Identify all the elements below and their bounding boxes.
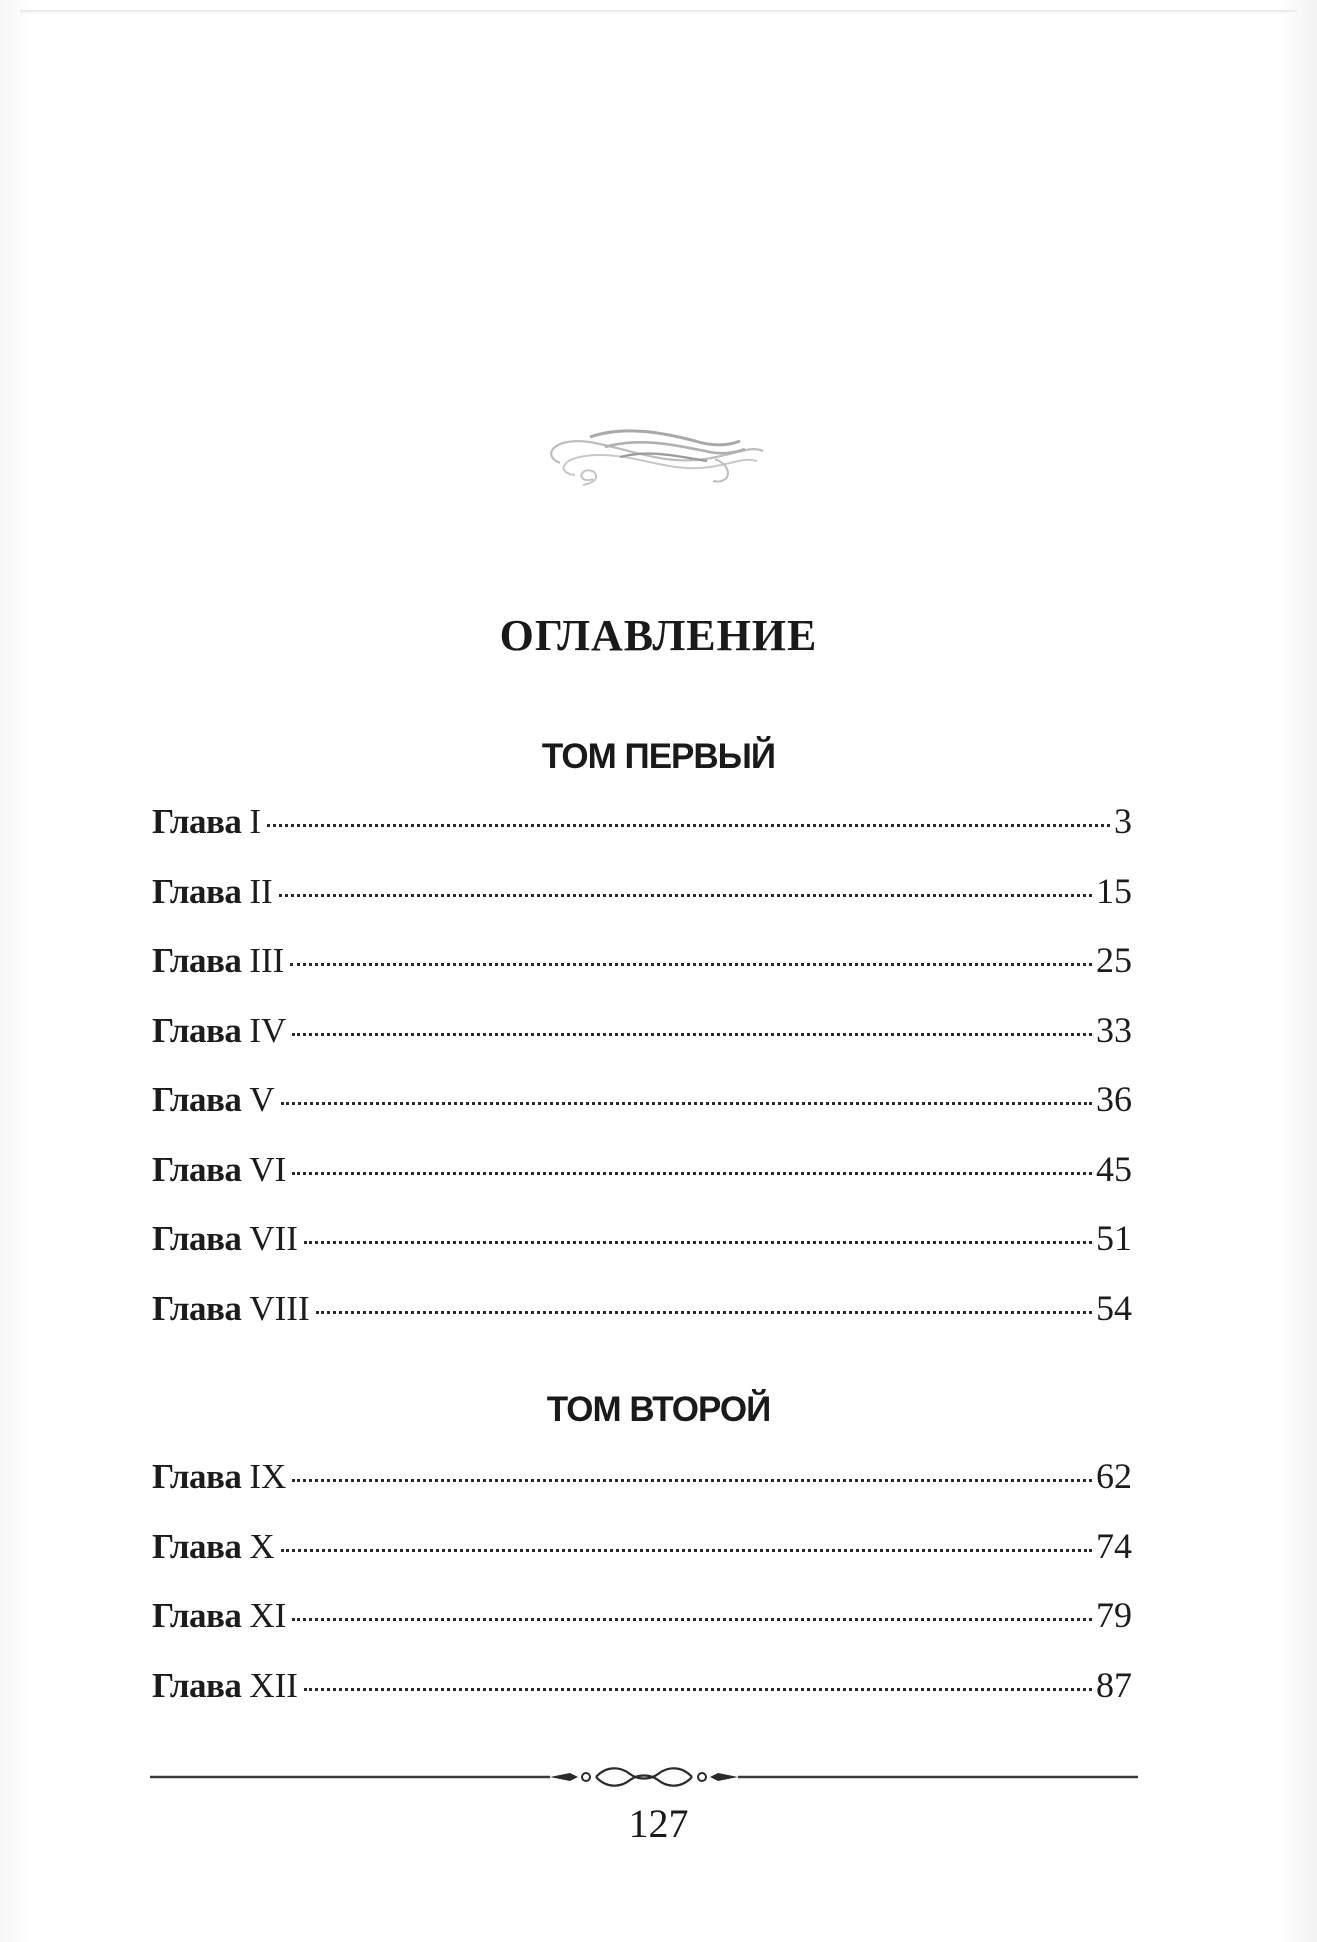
toc-entry[interactable] [152, 1664, 1132, 1734]
chapter-word: Глава [152, 802, 242, 841]
chapter-word: Глава [152, 1526, 242, 1566]
chapter-label [152, 1289, 310, 1329]
chapter-number: III [249, 941, 285, 980]
page-reference: 79 [1096, 1595, 1132, 1635]
toc-entry[interactable] [152, 1217, 1132, 1287]
chapter-label [152, 1011, 286, 1051]
chapter-number: VII [249, 1219, 298, 1258]
page-reference: 36 [1096, 1079, 1132, 1119]
toc-entry[interactable] [152, 1148, 1132, 1218]
chapter-number: XI [249, 1596, 287, 1635]
dot-leader [281, 1549, 1092, 1552]
chapter-label [152, 941, 284, 981]
toc-entry[interactable] [152, 800, 1132, 870]
chapter-label [152, 1527, 275, 1567]
scroll-divider-icon [150, 1762, 1138, 1792]
toc-list-volume-1 [152, 800, 1132, 1356]
page-edge-shadow [20, 10, 1297, 14]
toc-entry[interactable] [152, 1525, 1132, 1595]
chapter-label [152, 1596, 286, 1636]
dot-leader [316, 1311, 1092, 1314]
toc-entry[interactable] [152, 870, 1132, 940]
dot-leader [292, 1618, 1092, 1621]
toc-title: ОГЛАВЛЕНИЕ [499, 611, 818, 660]
dot-leader [267, 824, 1110, 827]
page-reference: 51 [1096, 1218, 1132, 1258]
chapter-number: VIII [249, 1288, 310, 1328]
chapter-number: V [249, 1080, 275, 1119]
chapter-number: IX [249, 1457, 287, 1496]
flourish-ornament-icon [535, 415, 765, 495]
chapter-number: II [249, 871, 273, 911]
page-number: 127 [628, 1801, 689, 1846]
chapter-label [152, 1080, 275, 1120]
dot-leader [281, 1102, 1092, 1105]
chapter-word: Глава [152, 871, 242, 911]
chapter-word: Глава [152, 1010, 242, 1050]
page-reference: 33 [1096, 1009, 1132, 1050]
chapter-word: Глава [152, 941, 242, 980]
toc-entry[interactable] [152, 1009, 1132, 1079]
dot-leader [304, 1688, 1092, 1691]
volume-heading: ТОМ ПЕРВЫЙ [541, 737, 776, 776]
page-reference: 62 [1096, 1456, 1132, 1496]
toc-entry[interactable] [152, 1287, 1132, 1357]
chapter-label [152, 1457, 286, 1497]
dot-leader [292, 1033, 1092, 1036]
chapter-label [152, 1666, 298, 1706]
toc-entry[interactable] [152, 939, 1132, 1009]
page-reference: 15 [1096, 870, 1132, 911]
chapter-label [152, 872, 273, 912]
toc-entry[interactable] [152, 1594, 1132, 1664]
chapter-word: Глава [152, 1149, 242, 1189]
page-reference: 87 [1096, 1664, 1132, 1705]
dot-leader [304, 1241, 1092, 1244]
dot-leader [279, 894, 1092, 897]
chapter-word: Глава [152, 1080, 242, 1119]
chapter-number: X [249, 1526, 275, 1566]
toc-list-volume-2 [152, 1455, 1132, 1733]
chapter-number: IV [249, 1010, 287, 1050]
chapter-number: I [249, 802, 262, 841]
dot-leader [292, 1479, 1092, 1482]
page-reference: 74 [1096, 1525, 1132, 1566]
toc-entry[interactable] [152, 1078, 1132, 1148]
chapter-word: Глава [152, 1457, 242, 1496]
volume-heading: ТОМ ВТОРОЙ [546, 1390, 771, 1429]
chapter-number: XII [249, 1665, 298, 1705]
chapter-word: Глава [152, 1665, 242, 1705]
chapter-label [152, 1219, 298, 1259]
page-reference: 25 [1096, 940, 1132, 980]
chapter-word: Глава [152, 1288, 242, 1328]
page-reference: 3 [1114, 801, 1132, 841]
page-reference: 54 [1096, 1287, 1132, 1328]
toc-entry[interactable] [152, 1455, 1132, 1525]
chapter-word: Глава [152, 1219, 242, 1258]
chapter-label [152, 1150, 286, 1190]
chapter-word: Глава [152, 1596, 242, 1635]
page-reference: 45 [1096, 1148, 1132, 1189]
chapter-number: VI [249, 1149, 287, 1189]
dot-leader [292, 1172, 1092, 1175]
chapter-label [152, 802, 261, 842]
dot-leader [290, 963, 1092, 966]
